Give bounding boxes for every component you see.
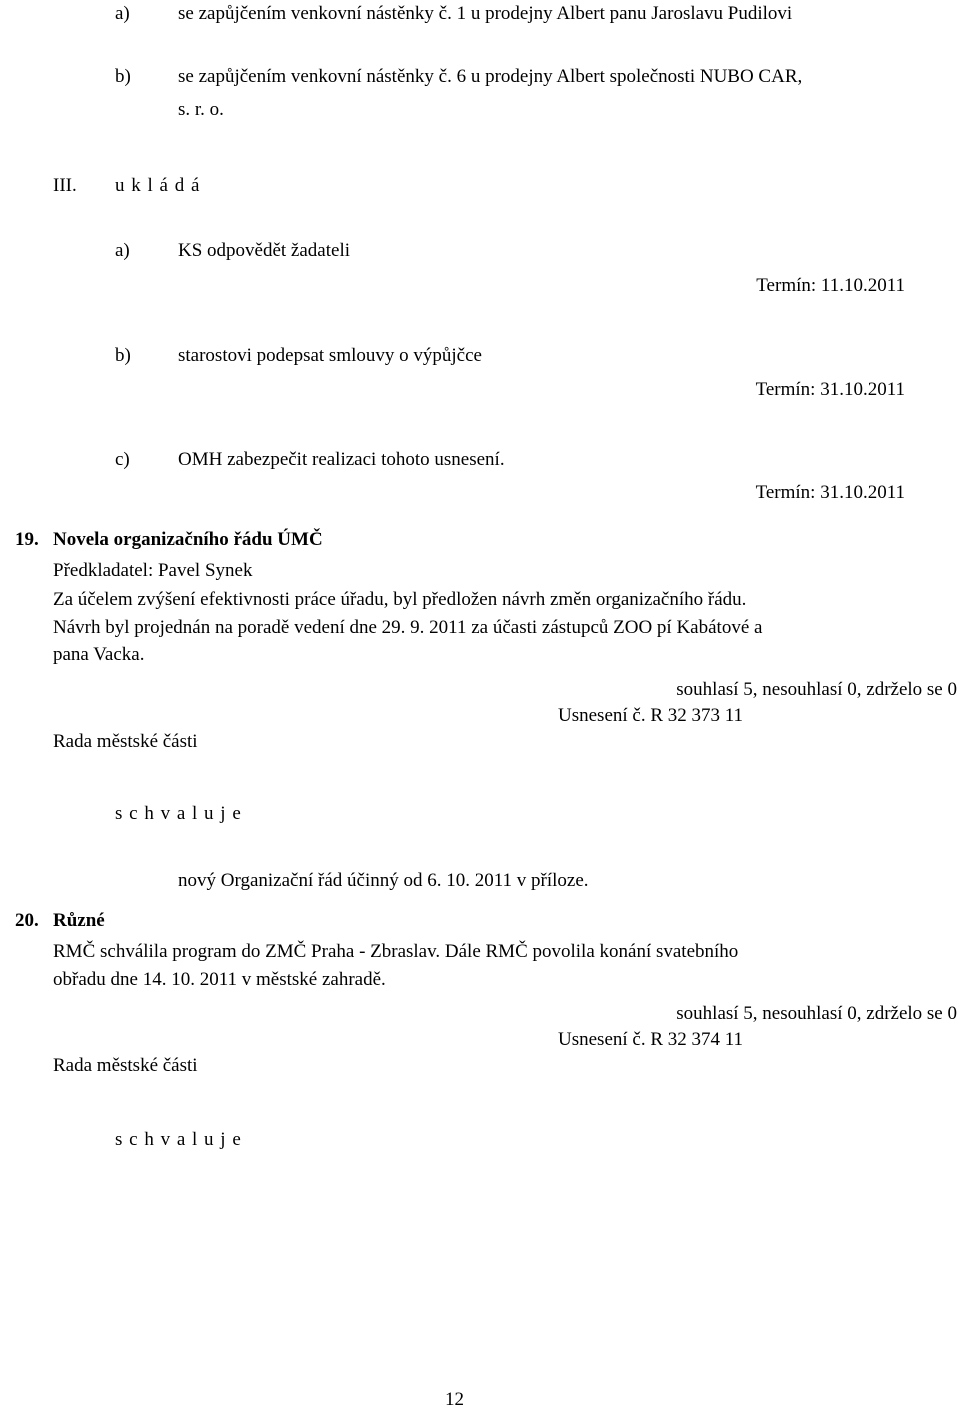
body-line: obřadu dne 14. 10. 2011 v městské zahradě.: [53, 969, 386, 990]
decision-text: nový Organizační řád účinný od 6. 10. 2011 v příloze.: [178, 870, 589, 891]
list-marker-b: b): [115, 66, 131, 87]
vote-result: souhlasí 5, nesouhlasí 0, zdrželo se 0: [676, 679, 957, 700]
body-line: Návrh byl projednán na poradě vedení dne 29. 9. 2011 za účasti zástupců ZOO pí Kabátové a: [53, 617, 763, 638]
task-text: OMH zabezpečit realizaci tohoto usnesení.: [178, 449, 505, 470]
task-marker-a: a): [115, 240, 130, 261]
body-line: Za účelem zvýšení efektivnosti práce úřadu, byl předložen návrh změn organizačního řádu.: [53, 589, 747, 610]
page-number: 12: [445, 1389, 464, 1410]
task-deadline: Termín: 11.10.2011: [756, 275, 905, 296]
task-text: starostovi podepsat smlouvy o výpůjčce: [178, 345, 482, 366]
submitter: Předkladatel: Pavel Synek: [53, 560, 253, 581]
list-item-text: se zapůjčením venkovní nástěnky č. 1 u prodejny Albert panu Jaroslavu Pudilovi: [178, 3, 793, 24]
agenda-item-title: Různé: [53, 910, 105, 931]
task-deadline: Termín: 31.10.2011: [755, 482, 905, 503]
section-verb: u k l á d á: [115, 175, 200, 196]
agenda-item-number: 19.: [15, 529, 39, 550]
list-item-text-continuation: s. r. o.: [178, 99, 224, 120]
task-marker-c: c): [115, 449, 130, 470]
task-text: KS odpovědět žadateli: [178, 240, 351, 261]
list-marker-a: a): [115, 3, 130, 24]
task-deadline: Termín: 31.10.2011: [755, 379, 905, 400]
task-marker-b: b): [115, 345, 131, 366]
council-label: Rada městské části: [53, 731, 198, 752]
agenda-item-title: Novela organizačního řádu ÚMČ: [53, 529, 323, 550]
body-line: RMČ schválila program do ZMČ Praha - Zbraslav. Dále RMČ povolila konání svatebního: [53, 941, 739, 962]
decision-verb: s c h v a l u j e: [115, 803, 242, 824]
section-numeral: III.: [53, 175, 77, 196]
list-item-text: se zapůjčením venkovní nástěnky č. 6 u prodejny Albert společnosti NUBO CAR,: [178, 66, 803, 87]
vote-result: souhlasí 5, nesouhlasí 0, zdrželo se 0: [676, 1003, 957, 1024]
body-line: pana Vacka.: [53, 644, 145, 665]
council-label: Rada městské části: [53, 1055, 198, 1076]
resolution-number: Usnesení č. R 32 374 11: [558, 1029, 744, 1050]
decision-verb: s c h v a l u j e: [115, 1129, 242, 1150]
agenda-item-number: 20.: [15, 910, 39, 931]
resolution-number: Usnesení č. R 32 373 11: [558, 705, 744, 726]
